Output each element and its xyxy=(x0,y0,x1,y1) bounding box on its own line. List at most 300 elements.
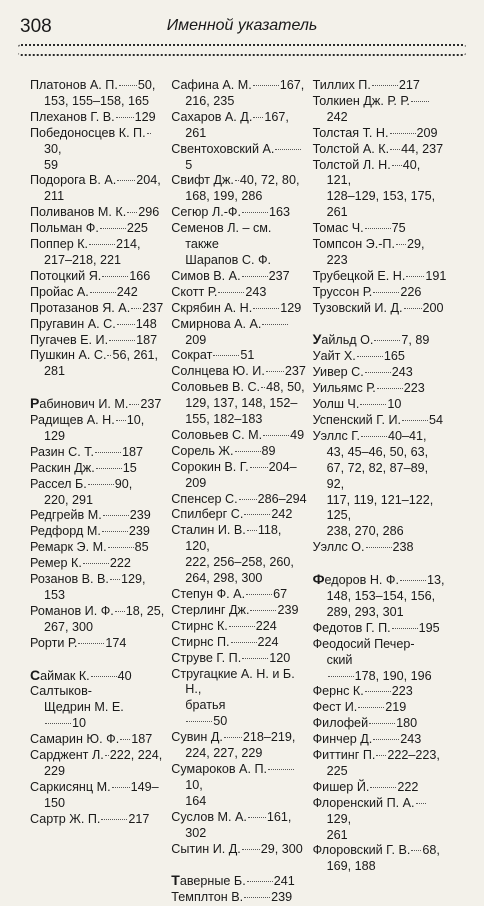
index-entry xyxy=(171,444,306,460)
index-entry xyxy=(313,796,448,844)
dot-leader xyxy=(392,165,402,166)
page-refs: 222 xyxy=(109,556,131,571)
entry-name: Потоцкий Я. xyxy=(30,268,102,283)
dot-leader xyxy=(117,180,135,181)
page-refs-cont: 261 xyxy=(326,827,348,842)
dot-leader xyxy=(406,276,424,277)
page-refs: 187 xyxy=(131,732,153,747)
entry-name: Ремер К. xyxy=(30,556,82,571)
index-entry xyxy=(171,523,306,587)
entry-name: Романов И. Ф. xyxy=(30,603,114,618)
dot-leader xyxy=(396,244,406,245)
page-refs: 222, 224, xyxy=(109,748,163,763)
entry-name: Смирнова А. А. xyxy=(171,316,262,331)
page-refs: 40 xyxy=(117,668,132,683)
index-entry xyxy=(171,730,306,762)
index-entry xyxy=(171,173,306,205)
dot-leader xyxy=(261,387,265,388)
page-refs: 242 xyxy=(116,284,138,299)
index-entry xyxy=(313,716,448,732)
index-entry xyxy=(313,572,448,621)
page-refs-cont: 148, 153–154, 156, xyxy=(326,588,436,603)
dot-leader xyxy=(377,388,403,389)
entry-name: Победоносцев К. П. xyxy=(30,125,146,140)
page-refs: 223 xyxy=(403,381,425,396)
index-entry xyxy=(313,221,448,237)
page-header xyxy=(20,16,464,40)
page-refs: 217 xyxy=(398,78,420,92)
section-initial: Ф xyxy=(312,571,325,588)
page-refs: 204– xyxy=(268,459,297,474)
page-refs: 180 xyxy=(396,716,418,731)
page-refs: 243 xyxy=(400,732,422,747)
index-entry xyxy=(313,413,448,429)
entry-name: Федотов Г. П. xyxy=(312,620,391,635)
index-entry xyxy=(313,621,448,637)
dot-leader xyxy=(400,580,426,581)
index-entry xyxy=(171,460,306,492)
entry-name: Томас Ч. xyxy=(312,221,364,236)
dot-leader xyxy=(213,355,239,356)
dot-leader xyxy=(110,579,120,580)
entry-name: Спилберг С. xyxy=(171,507,244,522)
entry-name-rest: аймак К. xyxy=(40,668,90,683)
entry-name: Томпсон Э.-П. xyxy=(312,237,395,252)
page-refs: 241 xyxy=(273,874,295,889)
page-refs: 214, xyxy=(116,237,141,252)
entry-name: Труссон Р. xyxy=(312,284,373,299)
entry-name: Толстая Т. Н. xyxy=(312,125,389,140)
index-entry xyxy=(313,732,448,748)
entry-name-rest: аверные Б. xyxy=(179,874,246,889)
page-refs: 191 xyxy=(425,268,447,283)
dot-leader xyxy=(45,723,71,724)
index-entry xyxy=(313,269,448,285)
index-entry xyxy=(171,619,306,635)
entry-name: Рорти Р. xyxy=(30,635,78,650)
dot-leader xyxy=(247,881,273,882)
entry-name: Редфорд М. xyxy=(30,524,101,539)
index-entry xyxy=(30,572,165,604)
page-refs-cont: 153, 155–158, 165 xyxy=(44,93,150,108)
entry-name: Разин С. Т. xyxy=(30,444,94,459)
entry-name: Пугачев Е. И. xyxy=(30,332,109,347)
page-refs-cont: Шарапов С. Ф. xyxy=(185,252,272,267)
entry-name: Фест И. xyxy=(312,700,358,715)
index-entry xyxy=(30,173,165,205)
index-entry xyxy=(30,668,165,685)
entry-name: Финчер Д. xyxy=(312,732,373,747)
page-refs-cont: 222, 256–258, 260, xyxy=(185,555,294,570)
index-entry xyxy=(313,237,448,269)
dot-leader xyxy=(250,467,268,468)
index-entry xyxy=(30,269,165,285)
entry-name: Уэллс Г. xyxy=(312,428,361,443)
page-refs: 167, 261 xyxy=(185,109,289,140)
dot-leader xyxy=(83,563,109,564)
index-entry xyxy=(30,205,165,221)
index-entry xyxy=(313,349,448,365)
entry-name-rest: едоров Н. Ф. xyxy=(324,573,399,588)
entry-name: Фишер Й. xyxy=(312,779,370,794)
index-entry xyxy=(313,332,448,349)
index-entry xyxy=(313,126,448,142)
index-entry xyxy=(30,237,165,269)
page-refs-cont: 168, 199, 286 xyxy=(185,189,263,204)
dot-leader xyxy=(390,149,400,150)
index-entry xyxy=(313,397,448,413)
page-refs: 242 xyxy=(271,507,293,522)
entry-name: Сорель Ж. xyxy=(171,443,234,458)
page-refs: 10 xyxy=(387,397,402,412)
entry-name: Пругавин А. С. xyxy=(30,316,116,331)
page-refs-cont: 164 xyxy=(185,793,207,808)
dot-leader xyxy=(186,721,212,722)
entry-name: Фиттинг П. xyxy=(312,748,376,763)
index-entry xyxy=(313,637,448,685)
index-entry xyxy=(171,301,306,317)
dot-leader xyxy=(365,228,391,229)
entry-name: Сегюр Л.-Ф. xyxy=(171,205,241,220)
entry-name: Сартр Ж. П. xyxy=(30,811,101,826)
index-entry xyxy=(171,492,306,508)
page-refs: 222 xyxy=(397,779,419,794)
entry-name: Свифт Дж. xyxy=(171,173,234,188)
dot-leader xyxy=(390,133,416,134)
page-refs: 195 xyxy=(418,620,440,635)
index-entry xyxy=(30,732,165,748)
index-entry xyxy=(313,748,448,780)
entry-name: Радищев А. Н. xyxy=(30,413,115,428)
dot-leader xyxy=(129,404,139,405)
dot-leader xyxy=(244,514,270,515)
page-refs: 15 xyxy=(122,460,137,475)
page-refs: 48, 50, xyxy=(266,380,305,395)
entry-name: Симов В. А. xyxy=(171,268,241,283)
index-entry xyxy=(313,94,448,126)
entry-name: Сытин И. Д. xyxy=(171,841,241,856)
page-refs: 243 xyxy=(245,284,267,299)
page-refs: 200 xyxy=(422,300,444,315)
index-entry xyxy=(313,381,448,397)
page-refs-cont: 59 xyxy=(44,157,59,172)
dot-leader xyxy=(78,643,104,644)
dot-leader xyxy=(416,803,426,804)
section-initial: С xyxy=(30,666,41,683)
dot-leader xyxy=(117,324,135,325)
page-refs: 224 xyxy=(255,618,277,633)
page-refs: 40, 72, 80, xyxy=(239,173,300,188)
page-refs: 129, xyxy=(326,811,352,826)
entry-name: Спенсер С. xyxy=(171,491,238,506)
page-refs: 286–294 xyxy=(257,491,307,506)
entry-name: Раскин Дж. xyxy=(30,460,95,475)
index-entry xyxy=(171,507,306,523)
index-column-1 xyxy=(30,78,171,826)
page-refs-cont: 117, 119, 121–122, 125, xyxy=(326,492,434,523)
dot-leader xyxy=(374,340,400,341)
dot-leader xyxy=(392,628,418,629)
page-refs: 54 xyxy=(429,413,444,428)
entry-name: Уильямс Р. xyxy=(312,381,376,396)
index-entry xyxy=(171,142,306,174)
entry-name: Сахаров А. Д. xyxy=(171,109,253,124)
page-refs-cont: Щедрин М. Е. xyxy=(44,700,124,715)
dot-leader xyxy=(96,468,122,469)
dot-leader xyxy=(102,531,128,532)
index-entry xyxy=(171,269,306,285)
dot-leader xyxy=(373,292,399,293)
dot-leader xyxy=(370,787,396,788)
index-entry xyxy=(30,524,165,540)
page-refs-cont: 67, 72, 82, 87–89, 92, xyxy=(326,460,429,491)
index-entry xyxy=(30,317,165,333)
entry-name: Соловьев В. С. xyxy=(171,380,261,395)
dot-leader xyxy=(253,85,279,86)
dot-leader xyxy=(268,769,294,770)
entry-name: Стругацкие А. Н. и Б. Н., xyxy=(171,666,295,697)
dot-leader xyxy=(90,292,116,293)
index-entry xyxy=(30,285,165,301)
index-entry xyxy=(30,748,165,780)
entry-name: Самарин Ю. Ф. xyxy=(30,732,120,747)
dot-leader xyxy=(107,355,111,356)
letter-gap xyxy=(313,317,448,333)
entry-name xyxy=(30,397,128,411)
entry-name-rest: айльд О. xyxy=(321,333,374,348)
letter-gap xyxy=(30,380,165,396)
index-entry xyxy=(171,762,306,810)
page-refs: 237 xyxy=(140,397,162,412)
page-number: 308 xyxy=(20,16,52,37)
page-refs: 167, xyxy=(279,78,305,92)
index-entry xyxy=(313,700,448,716)
entry-name: Успенский Г. И. xyxy=(312,413,402,428)
index-entry xyxy=(30,221,165,237)
page-refs: 56, 261, xyxy=(112,348,158,363)
index-entry xyxy=(313,158,448,222)
entry-name: Скотт Р. xyxy=(171,284,218,299)
index-entry xyxy=(30,684,165,732)
entry-name: Суслов М. А. xyxy=(171,809,247,824)
index-entry xyxy=(30,780,165,812)
index-entry xyxy=(313,540,448,556)
dot-leader xyxy=(105,755,109,756)
dot-leader xyxy=(115,611,125,612)
entry-name: Струве Г. П. xyxy=(171,650,242,665)
dot-leader xyxy=(372,85,398,86)
page-refs: 239 xyxy=(129,508,151,523)
page-refs: 5 xyxy=(185,157,193,172)
entry-name: Трубецкой Е. Н. xyxy=(312,268,406,283)
entry-name xyxy=(313,333,374,347)
page-refs-cont: 216, 235 xyxy=(185,93,235,108)
entry-name: Сувин Д. xyxy=(171,730,223,745)
dot-leader xyxy=(235,180,239,181)
dot-leader xyxy=(242,849,260,850)
entry-name: Солнцева Ю. И. xyxy=(171,364,265,379)
index-entry xyxy=(171,110,306,142)
dot-leader xyxy=(89,244,115,245)
page-refs: 239 xyxy=(128,524,150,539)
page-refs: 218–219, xyxy=(242,730,296,745)
entry-name: Поппер К. xyxy=(30,237,89,252)
dot-leader xyxy=(109,340,135,341)
dot-leader xyxy=(263,435,289,436)
page-refs-cont: 261 xyxy=(326,205,348,220)
page-refs-cont: 43, 45–46, 50, 63, xyxy=(326,444,429,459)
entry-name: Салтыков- xyxy=(30,684,92,699)
page-refs: 239 xyxy=(271,890,293,905)
dot-leader xyxy=(91,676,117,677)
page-refs: 222–223, xyxy=(387,748,440,763)
index-entry xyxy=(30,110,165,126)
page-refs: 209 xyxy=(416,125,438,140)
dot-leader xyxy=(266,371,284,372)
entry-name: Толкиен Дж. Р. Р. xyxy=(312,93,410,108)
dot-leader xyxy=(120,739,130,740)
dot-leader xyxy=(369,723,395,724)
index-entry xyxy=(30,413,165,445)
entry-name: Темплтон В. xyxy=(171,890,244,905)
dot-leader xyxy=(246,594,272,595)
index-entry xyxy=(171,810,306,842)
index-entry xyxy=(30,556,165,572)
entry-name xyxy=(171,874,245,888)
page-refs: 51 xyxy=(240,348,255,363)
page-refs: 163 xyxy=(268,205,290,220)
entry-name: Стирнс П. xyxy=(171,634,230,649)
dot-leader xyxy=(127,212,137,213)
page-refs: 30, xyxy=(44,141,62,156)
dot-leader xyxy=(365,691,391,692)
index-entry xyxy=(30,604,165,636)
dot-leader xyxy=(253,117,263,118)
page-refs-cont: 229 xyxy=(44,763,66,778)
dot-leader xyxy=(361,436,387,437)
page-refs-cont: 209 xyxy=(185,475,207,490)
page-refs-cont: 220, 291 xyxy=(44,492,94,507)
page-refs-cont: 281 xyxy=(44,364,66,379)
page-refs: 44, 237 xyxy=(401,141,444,156)
entry-name: Польман Ф. xyxy=(30,221,99,236)
entry-name: Степун Ф. А. xyxy=(171,587,246,601)
page-refs: 217 xyxy=(128,811,150,826)
entry-name: Уайт Х. xyxy=(312,349,356,364)
entry-name: Толстой А. К. xyxy=(312,141,390,156)
index-entry xyxy=(171,221,306,269)
page-refs: 120 xyxy=(269,650,291,665)
index-column-3 xyxy=(312,78,454,874)
index-entry xyxy=(30,126,165,174)
page-refs: 237 xyxy=(142,300,164,315)
entry-name: Сафина А. М. xyxy=(171,78,252,92)
entry-name: Уолш Ч. xyxy=(312,397,360,412)
page-refs: 40–41, xyxy=(388,428,427,443)
dot-leader xyxy=(250,610,276,611)
dot-leader xyxy=(116,117,134,118)
page-refs: 7, 89 xyxy=(401,333,430,348)
page-refs: 165 xyxy=(383,349,405,364)
entry-name: Подорога В. А. xyxy=(30,173,117,188)
page-refs-cont: 150 xyxy=(44,795,66,810)
index-entry xyxy=(313,301,448,317)
index-entry xyxy=(30,477,165,509)
page-refs: 18, 25, xyxy=(125,603,165,618)
index-entry xyxy=(171,635,306,651)
page-refs-cont: 169, 188 xyxy=(326,859,376,874)
dot-leader xyxy=(101,819,127,820)
index-entry xyxy=(171,380,306,428)
dot-leader xyxy=(218,292,244,293)
dot-leader xyxy=(242,212,268,213)
dot-leader xyxy=(328,676,354,677)
index-entry xyxy=(313,780,448,796)
index-entry xyxy=(30,812,165,828)
entry-name: Филофей xyxy=(312,716,369,731)
dot-leader xyxy=(275,149,301,150)
letter-gap xyxy=(313,556,448,572)
page-refs: 242 xyxy=(326,109,348,124)
page-refs: 243 xyxy=(391,365,413,380)
index-entry xyxy=(30,348,165,380)
index-entry xyxy=(30,333,165,349)
index-entry xyxy=(30,445,165,461)
page-refs-cont: 264, 298, 300 xyxy=(185,571,263,586)
dot-leader xyxy=(88,484,114,485)
entry-name: Рассел Б. xyxy=(30,476,87,491)
index-columns xyxy=(30,78,454,905)
entry-name: Скрябин А. Н. xyxy=(171,300,253,315)
index-entry xyxy=(171,842,306,858)
index-entry xyxy=(30,461,165,477)
index-entry xyxy=(171,317,306,349)
entry-name: Плеханов Г. В. xyxy=(30,109,115,124)
page-refs: 10, xyxy=(185,777,203,792)
entry-name: Редгрейв М. xyxy=(30,508,102,523)
index-entry xyxy=(30,508,165,524)
entry-name: Сорокин В. Г. xyxy=(171,459,249,474)
page-refs: 187 xyxy=(136,332,158,347)
page-refs: 49 xyxy=(290,427,305,442)
dot-leader xyxy=(365,372,391,373)
index-entry xyxy=(313,365,448,381)
page-refs: 225 xyxy=(126,221,148,236)
letter-gap xyxy=(30,652,165,668)
page-refs: 237 xyxy=(284,364,306,379)
index-column-2 xyxy=(171,78,312,905)
page-refs-cont: 50 xyxy=(213,714,228,729)
dot-leader xyxy=(108,547,134,548)
entry-name: Фернс К. xyxy=(312,684,364,699)
page-refs: 223 xyxy=(391,684,413,699)
dot-leader xyxy=(247,530,257,531)
page-refs-cont: 211 xyxy=(44,189,65,204)
page-refs: 161, 302 xyxy=(185,809,292,840)
dot-leader xyxy=(253,308,279,309)
dot-leader xyxy=(242,276,268,277)
dot-leader xyxy=(360,404,386,405)
dot-leader xyxy=(358,707,384,708)
index-entry xyxy=(171,603,306,619)
decorative-rule xyxy=(18,44,466,56)
entry-name: Флоровский Г. В. xyxy=(312,843,411,858)
index-entry xyxy=(313,285,448,301)
page-refs-cont: 178, 190, 196 xyxy=(354,668,432,683)
index-entry xyxy=(171,873,306,890)
page-refs: 85 xyxy=(134,540,149,555)
dot-leader xyxy=(404,308,422,309)
